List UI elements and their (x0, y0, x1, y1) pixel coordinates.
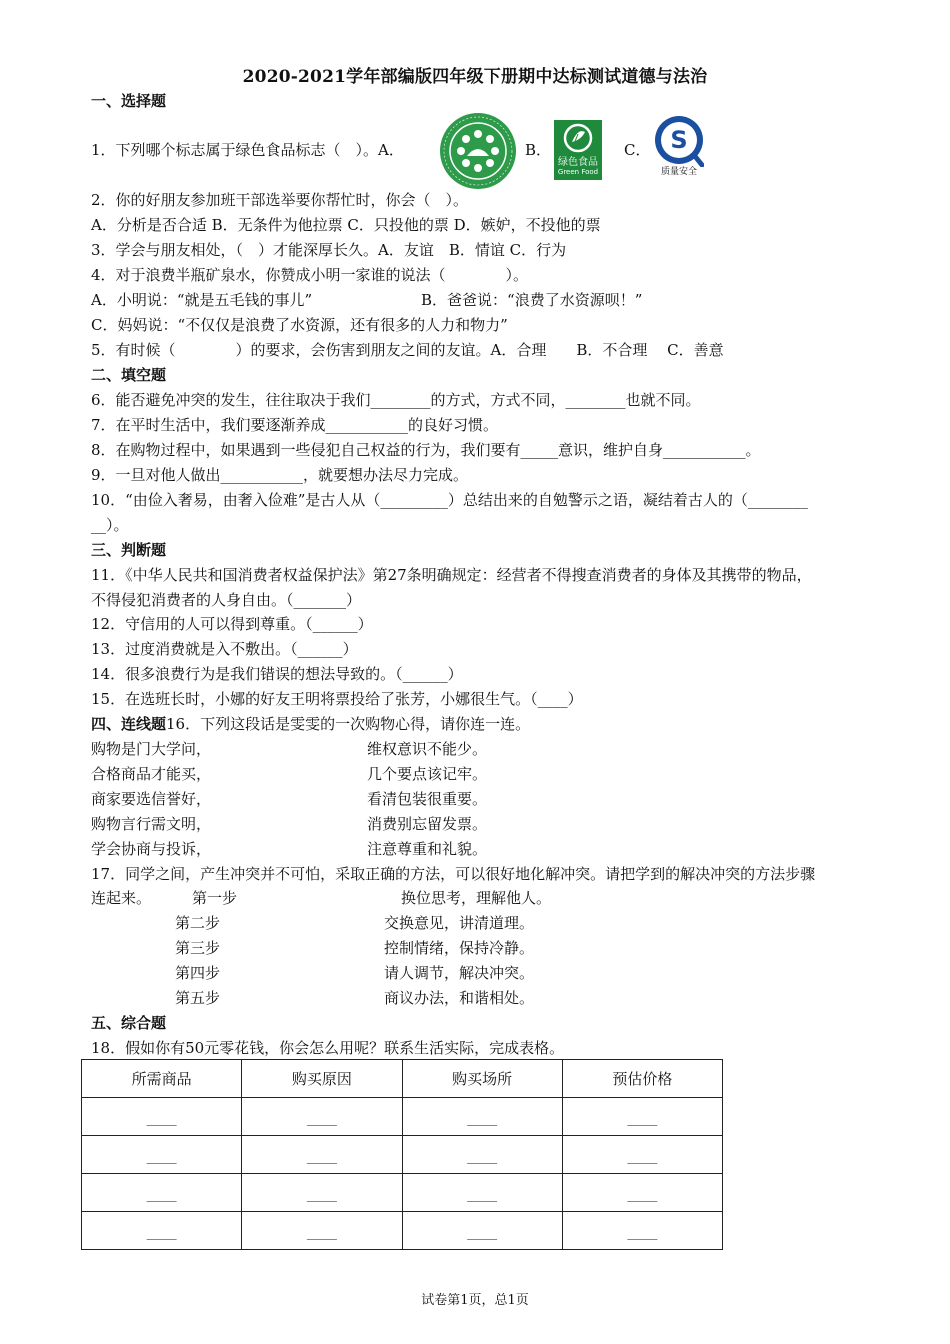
section-heading-judge: 三、判断题 (91, 541, 167, 559)
section-heading-choice: 一、选择题 (91, 92, 167, 110)
table-header-cell: 预估价格 (562, 1060, 722, 1098)
question-7: 7．在平时生活中，我们要逐渐养成___________的良好习惯。 (91, 416, 499, 434)
question-14: 14．很多浪费行为是我们错误的想法导致的。（______） (91, 665, 463, 683)
section-heading-fill: 二、填空题 (91, 366, 167, 384)
question-8: 8．在购物过程中，如果遇到一些侵犯自己权益的行为，我们要有_____意识，维护自身___________。 (91, 441, 761, 459)
table-header-row (82, 1060, 723, 1098)
question-2: 2．你的好朋友参加班干部选举要你帮忙时，你会（ ）。 (91, 191, 469, 209)
question-1-option-b: B． (525, 141, 552, 159)
step-3: 第三步 (175, 939, 221, 957)
table-blank-cell: ____ (82, 1136, 242, 1174)
section-heading-synthesis: 五、综合题 (91, 1014, 167, 1032)
question-4: 4．对于浪费半瓶矿泉水，你赞成小明一家谁的说法（ ）。 (91, 266, 529, 284)
table-blank-cell: ____ (402, 1174, 562, 1212)
method-4: 请人调节，解决冲突。 (384, 964, 535, 982)
question-9: 9．一旦对他人做出___________，就要想办法尽力完成。 (91, 466, 469, 484)
table-blank-cell: ____ (242, 1098, 402, 1136)
question-6: 6．能否避免冲突的发生，往往取决于我们________的方式，方式不同，________也就不同。 (91, 391, 701, 409)
question-17-line-2: 连起来。 (91, 889, 152, 907)
table-blank-cell: ____ (562, 1212, 722, 1250)
match-right-4: 消费别忘留发票。 (367, 815, 488, 833)
table-blank-cell: ____ (82, 1098, 242, 1136)
step-2: 第二步 (175, 914, 221, 932)
logo-b-text-chinese: 绿色食品 (558, 157, 598, 168)
table-row (82, 1098, 723, 1136)
table-header-cell: 购买原因 (242, 1060, 402, 1098)
table-blank-cell: ____ (242, 1174, 402, 1212)
match-left-2: 合格商品才能买， (91, 765, 212, 783)
section-heading-match: 四、连线题 (91, 715, 167, 733)
question-16-stem: 16．下列这段话是雯雯的一次购物心得，请你连一连。 (166, 715, 531, 733)
question-5: 5．有时候（ ）的要求，会伤害到朋友之间的友谊。A．合理 B．不合理 C．善意 (91, 341, 724, 359)
logo-a-china-environmental-label (439, 112, 517, 190)
table-blank-cell: ____ (562, 1136, 722, 1174)
question-10-line-1: 10．“由俭入奢易，由奢入俭难”是古人从（_________）总结出来的自勉警示之语，凝结着古人的（________ (91, 491, 808, 509)
question-18: 18．假如你有50元零花钱，你会怎么用呢？联系生活实际，完成表格。 (91, 1039, 565, 1057)
match-right-5: 注意尊重和礼貌。 (367, 840, 488, 858)
question-4-option-b: B．爸爸说：“浪费了水资源呗！” (421, 291, 643, 309)
table-blank-cell: ____ (402, 1098, 562, 1136)
table-blank-cell: ____ (562, 1098, 722, 1136)
table-blank-cell: ____ (402, 1136, 562, 1174)
logo-b-text-english: Green Food (557, 168, 599, 176)
question-11-line-1: 11．《中华人民共和国消费者权益保护法》第27条明确规定：经营者不得搜查消费者的身体及其携带的物品， (91, 566, 812, 584)
method-3: 控制情绪，保持冷静。 (384, 939, 535, 957)
step-5: 第五步 (175, 989, 221, 1007)
method-1: 换位思考，理解他人。 (401, 889, 552, 907)
logo-c-caption: 质量安全 (660, 167, 697, 177)
question-10-line-2: __）。 (91, 516, 129, 534)
spending-table (81, 1059, 723, 1250)
table-header-cell: 购买场所 (402, 1060, 562, 1098)
question-3: 3．学会与朋友相处，（ ）才能深厚长久。A．友谊 B．情谊 C．行为 (91, 241, 567, 259)
page-title: 2020-2021学年部编版四年级下册期中达标测试道德与法治 (242, 67, 708, 87)
table-blank-cell: ____ (562, 1174, 722, 1212)
question-16-row (91, 714, 530, 734)
method-2: 交换意见，讲清道理。 (384, 914, 535, 932)
question-15: 15．在选班长时，小娜的好友王明将票投给了张芳，小娜很生气。（____） (91, 690, 583, 708)
question-1-option-c: C． (624, 141, 651, 159)
match-left-5: 学会协商与投诉， (91, 840, 212, 858)
question-12: 12．守信用的人可以得到尊重。（______） (91, 615, 373, 633)
table-blank-cell: ____ (242, 1136, 402, 1174)
table-row (82, 1174, 723, 1212)
table-header-cell: 所需商品 (82, 1060, 242, 1098)
question-1-stem: 1．下列哪个标志属于绿色食品标志（ ）。A． (91, 141, 404, 159)
logo-c-letter: S (670, 126, 688, 154)
page-footer: 试卷第1页，总1页 (421, 1293, 529, 1308)
match-left-1: 购物是门大学问， (91, 740, 212, 758)
match-left-4: 购物言行需文明， (91, 815, 212, 833)
step-1: 第一步 (192, 889, 238, 907)
match-right-1: 维权意识不能少。 (367, 740, 488, 758)
step-4: 第四步 (175, 964, 221, 982)
question-4-option-a: A．小明说：“就是五毛钱的事儿” (91, 291, 313, 309)
question-2-options: A．分析是否合适 B．无条件为他拉票 C．只投他的票 D．嫉妒，不投他的票 (91, 216, 601, 234)
match-right-3: 看清包装很重要。 (367, 790, 488, 808)
question-13: 13．过度消费就是入不敷出。（______） (91, 640, 358, 658)
question-4-option-c: C．妈妈说：“不仅仅是浪费了水资源，还有很多的人力和物力” (91, 316, 508, 334)
table-row (82, 1136, 723, 1174)
table-blank-cell: ____ (242, 1212, 402, 1250)
table-row (82, 1212, 723, 1250)
question-17-line-1: 17．同学之间，产生冲突并不可怕，采取正确的方法，可以很好地化解冲突。请把学到的解决冲突的方法步骤 (91, 865, 816, 883)
table-blank-cell: ____ (402, 1212, 562, 1250)
match-right-2: 几个要点该记牢。 (367, 765, 488, 783)
question-11-line-2: 不得侵犯消费者的人身自由。（_______） (91, 591, 362, 609)
table-blank-cell: ____ (82, 1212, 242, 1250)
match-left-3: 商家要选信誉好， (91, 790, 212, 808)
table-blank-cell: ____ (82, 1174, 242, 1212)
method-5: 商议办法，和谐相处。 (384, 989, 535, 1007)
